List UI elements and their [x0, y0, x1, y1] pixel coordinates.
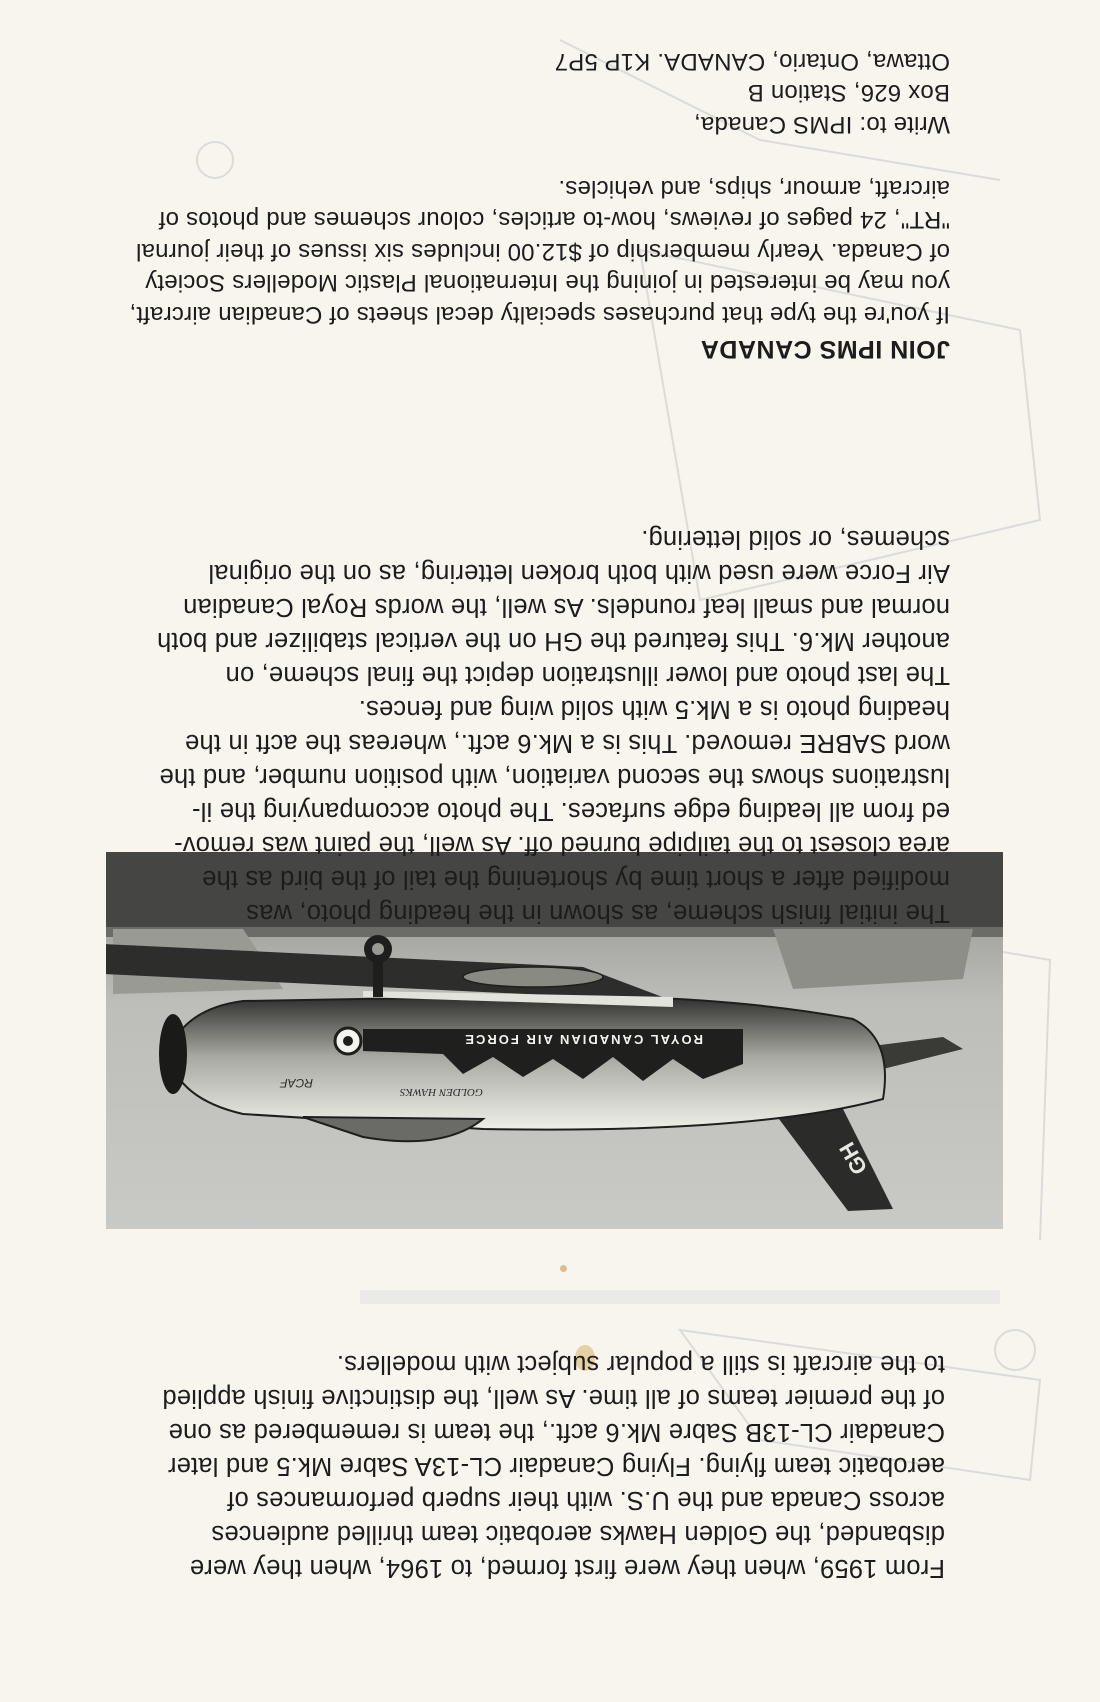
tail-marking: RCAF [280, 1076, 313, 1090]
svg-text:GH: GH [834, 1137, 873, 1179]
join-ipms-body: If you're the type that purchases specialty decal sheets of Canadian aircraft, you may be interested in joining the International Plastic Modellers Society of Canada. Yearly membership of $12.00 includes six issues of their journal "RT", 24 pages of reviews, how-to articles, colour schemes and photos of aircraft, armour, ships, and vehicles. [129, 175, 950, 328]
finish-scheme-paragraphs: The initial finish scheme, as shown in the heading photo, was modified after a short time by shortening the tail of the bird as the area closest to the tailpipe burned off. As well, the paint was remov- ed from all leading edge surfaces. The photo accompanying the il- lustrations shows the second variation, with position number, and the word SABRE removed. This is a Mk.6 acft., whereas the acft in the heading photo is a Mk.5 with solid wing and fences. The last photo and lower illustration depict the final scheme, on another Mk.6. This featured the GH on the vertical stabilizer and both normal and small leaf roundels. As well, the words Royal Canadian Air Force were used with both broken lettering, as on the original schemes, or solid lettering. [156, 525, 950, 927]
nose-lettering: GOLDEN HAWKS [399, 1086, 483, 1098]
fuselage-lettering: ROYAL CANADIAN AIR FORCE [463, 1032, 703, 1047]
join-ipms-heading: JOIN IPMS CANADA [700, 335, 950, 363]
ipms-mailing-address: Write to: IPMS Canada, Box 626, Station B Ottawa, Ontario, CANADA. K1P 5P7 [554, 48, 950, 138]
intro-paragraph: From 1959, when they were first formed, to 1964, when they were disbanded, the Golden Hawks aerobatic team thrilled audiences across Canada and the U.S. with their superb performances of aerobatic team flying. Flying Canadair CL-13A Sabre Mk.5 and later Canadair CL-13B Sabre Mk.6 acft., the team is remembered as one of the premier teams of all time. As well, the distinctive finish applied to the aircraft is still a popular subject with modellers. [162, 1350, 945, 1582]
